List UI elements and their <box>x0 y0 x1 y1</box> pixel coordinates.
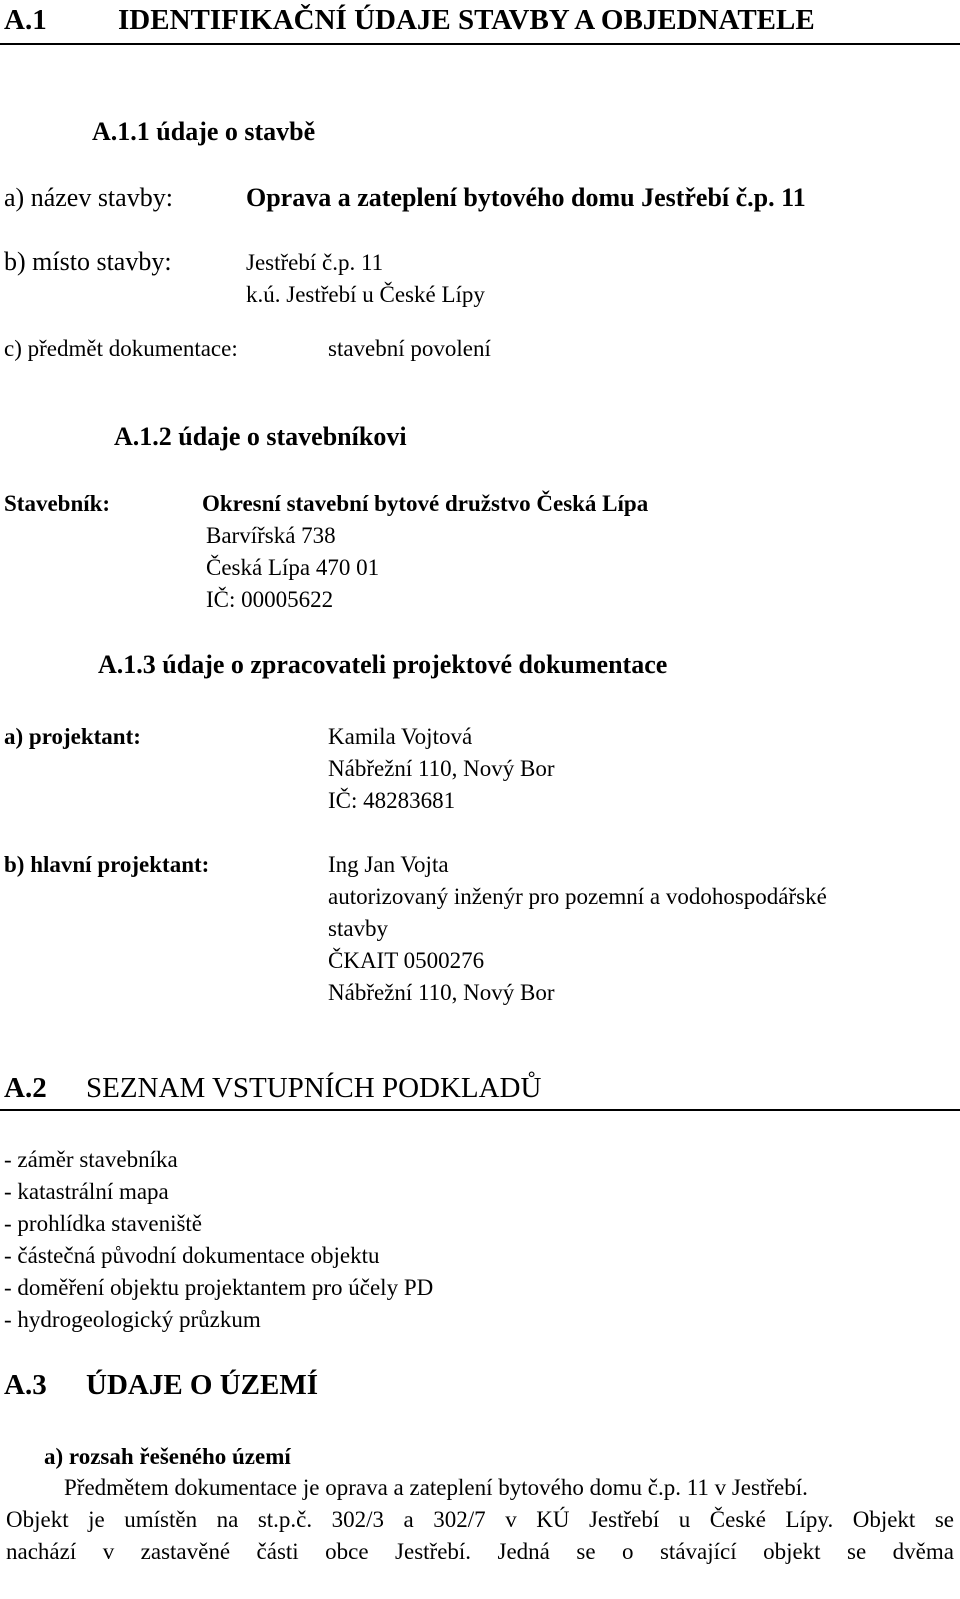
list-item: - katastrální mapa <box>4 1179 169 1204</box>
chief-designer-label: b) hlavní projektant: <box>4 852 210 877</box>
section-a3-title: ÚDAJE O ÚZEMÍ <box>86 1369 319 1401</box>
building-name-label: a) název stavby: <box>4 183 173 212</box>
investor-street: Barvířská 738 <box>206 523 336 548</box>
investor-label: Stavebník: <box>4 491 111 516</box>
section-a2-number: A.2 <box>4 1072 47 1104</box>
designer-ic: IČ: 48283681 <box>328 788 456 813</box>
chief-designer-name: Ing Jan Vojta <box>328 852 449 877</box>
list-item: - doměření objektu projektantem pro účely PD <box>4 1275 434 1300</box>
subsection-a12-heading: A.1.2 údaje o stavebníkovi <box>114 422 407 451</box>
building-place-line1: Jestřebí č.p. 11 <box>246 250 384 275</box>
input-documents-list <box>4 1144 433 1336</box>
subsection-a11-heading: A.1.1 údaje o stavbě <box>92 117 316 146</box>
document-subject-label: c) předmět dokumentace: <box>4 336 238 361</box>
document-subject-value: stavební povolení <box>328 336 491 361</box>
investor-ic: IČ: 00005622 <box>206 587 334 612</box>
building-name-value: Oprava a zateplení bytového domu Jestřebí č.p. 11 <box>246 183 806 212</box>
paragraph-line-2: Objekt je umístěn na st.p.č. 302/3 a 302/7 v KÚ Jestřebí u České Lípy. Objekt se <box>6 1507 954 1532</box>
chief-designer-title-line2: stavby <box>328 916 389 941</box>
section-a2-rule <box>0 1109 960 1111</box>
investor-name: Okresní stavební bytové družstvo Česká Lípa <box>202 491 649 516</box>
list-item: - hydrogeologický průzkum <box>4 1307 261 1332</box>
investor-city: Česká Lípa 470 01 <box>206 555 380 580</box>
designer-address: Nábřežní 110, Nový Bor <box>328 756 555 781</box>
subsection-a13-heading: A.1.3 údaje o zpracovateli projektové dokumentace <box>98 650 668 679</box>
section-a2-title: SEZNAM VSTUPNÍCH PODKLADŮ <box>86 1072 542 1104</box>
section-a1-number: A.1 <box>4 4 47 36</box>
designer-name: Kamila Vojtová <box>328 724 473 749</box>
paragraph-line-1: Předmětem dokumentace je oprava a zateplení bytového domu č.p. 11 v Jestřebí. <box>64 1475 808 1500</box>
chief-designer-address: Nábřežní 110, Nový Bor <box>328 980 555 1005</box>
section-a1-rule <box>0 43 960 45</box>
paragraph-line-3: nachází v zastavěné části obce Jestřebí. Jedná se o stávající objekt se dvěma <box>6 1539 954 1564</box>
list-item: - záměr stavebníka <box>4 1147 178 1172</box>
section-a1-title: IDENTIFIKAČNÍ ÚDAJE STAVBY A OBJEDNATELE <box>118 4 815 36</box>
list-item: - částečná původní dokumentace objektu <box>4 1243 380 1268</box>
list-item: - prohlídka staveniště <box>4 1211 203 1236</box>
building-place-label: b) místo stavby: <box>4 247 172 276</box>
chief-designer-ckait: ČKAIT 0500276 <box>328 948 485 973</box>
designer-label: a) projektant: <box>4 724 141 749</box>
chief-designer-title-line1: autorizovaný inženýr pro pozemní a vodohospodářské <box>328 884 827 909</box>
section-a3-number: A.3 <box>4 1369 47 1401</box>
subsection-a3a-heading: a) rozsah řešeného území <box>44 1444 291 1469</box>
building-place-line2: k.ú. Jestřebí u České Lípy <box>246 282 485 307</box>
